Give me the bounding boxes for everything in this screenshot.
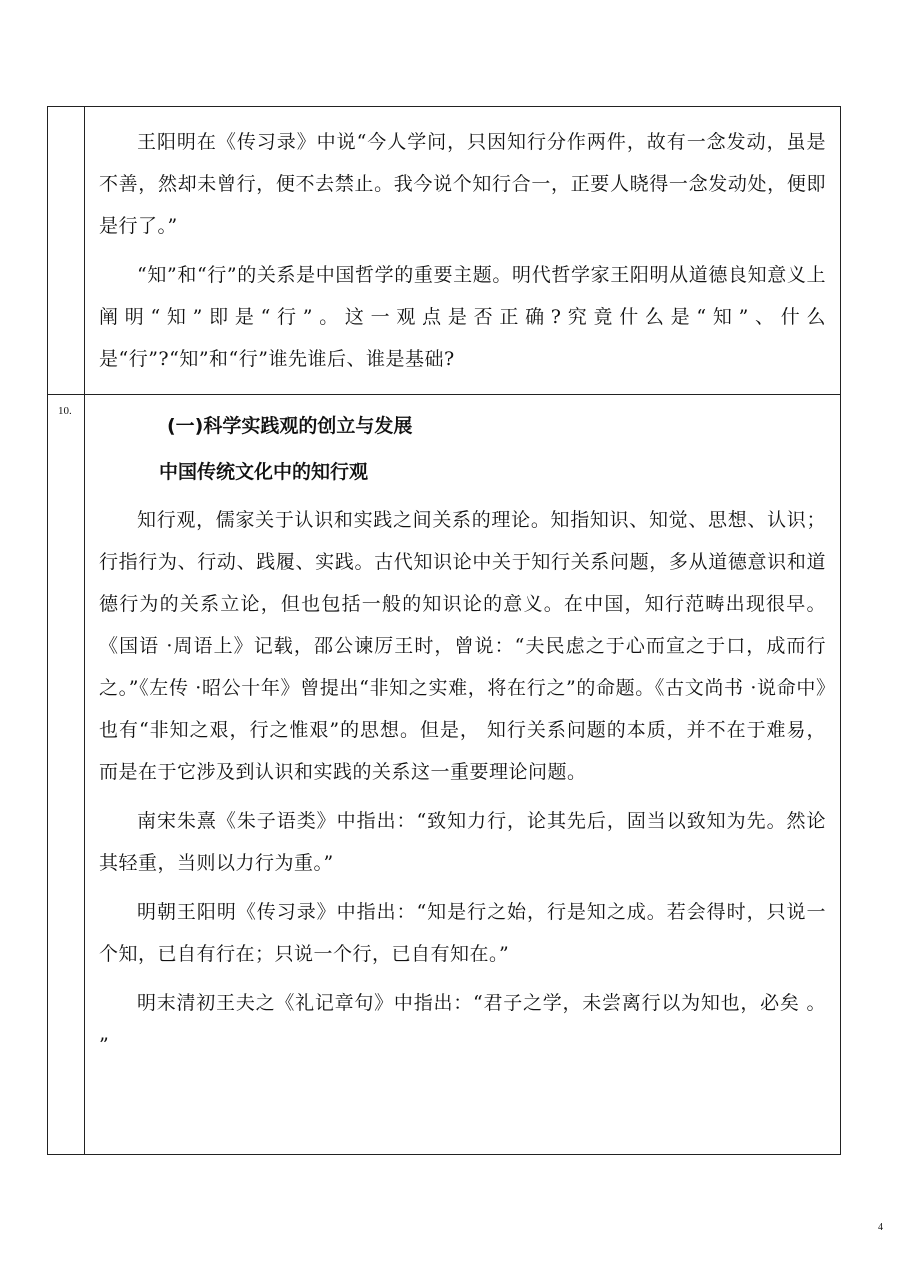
row-number: 10. [58, 405, 72, 417]
paragraph: 知行观，儒家关于认识和实践之间关系的理论。知指知识、知觉、思想、认识；行指行为、行动、践履、实践。古代知识论中关于知行关系问题，多从道德意识和道德行为的关系立论，但也包括一般的知识论的意义。在中国，知行范畴出现很早。《国语 ·周语上》记载，邵公谏厉王时，曾说：“夫民虑之于心而宣之于口，成而行之。”《左传 ·昭公十年》曾提出“非知之实难，将在行之”的命题。《古文尚书 ·说命中》也有“非知之艰，行之惟艰”的思想。但是， 知行关系问题的本质，并不在于难易，而是在于它涉及到认识和实践的关系这一重要理论问题。 [99, 509, 826, 783]
content-cell [85, 395, 841, 1155]
paragraph: 明末清初王夫之《礼记章句》中指出：“君子之学，未尝离行以为知也，必矣 。 ” [99, 992, 826, 1056]
page-number: 4 [878, 1222, 883, 1233]
content-cell [85, 107, 841, 395]
row-number-cell [48, 395, 85, 1155]
paragraph: “知”和“行”的关系是中国哲学的重要主题。明代哲学家王阳明从道德良知意义上阐明“知”即是“行”。这一观点是否正确?究竟什么是“知”、什么是“行”?“知”和“行”谁先谁后、谁是基础? [99, 264, 826, 370]
row-number [48, 107, 84, 117]
content-table [47, 106, 841, 1155]
table-row [48, 107, 841, 395]
paragraph: 王阳明在《传习录》中说“今人学问，只因知行分作两件，故有一念发动，虽是不善，然却未曾行，便不去禁止。我今说个知行合一，正要人晓得一念发动处，便即是行了。” [99, 131, 826, 237]
paragraph: 明朝王阳明《传习录》中指出：“知是行之始，行是知之成。若会得时，只说一个知，已自有行在；只说一个行，已自有知在。” [99, 901, 826, 965]
section-heading: (一)科学实践观的创立与发展 [167, 415, 413, 437]
paragraph: 南宋朱熹《朱子语类》中指出：“致知力行，论其先后，固当以致知为先。然论其轻重，当则以力行为重。” [99, 810, 826, 874]
row-number-cell [48, 107, 85, 395]
table-row [48, 395, 841, 1155]
subsection-heading: 中国传统文化中的知行观 [159, 461, 369, 483]
